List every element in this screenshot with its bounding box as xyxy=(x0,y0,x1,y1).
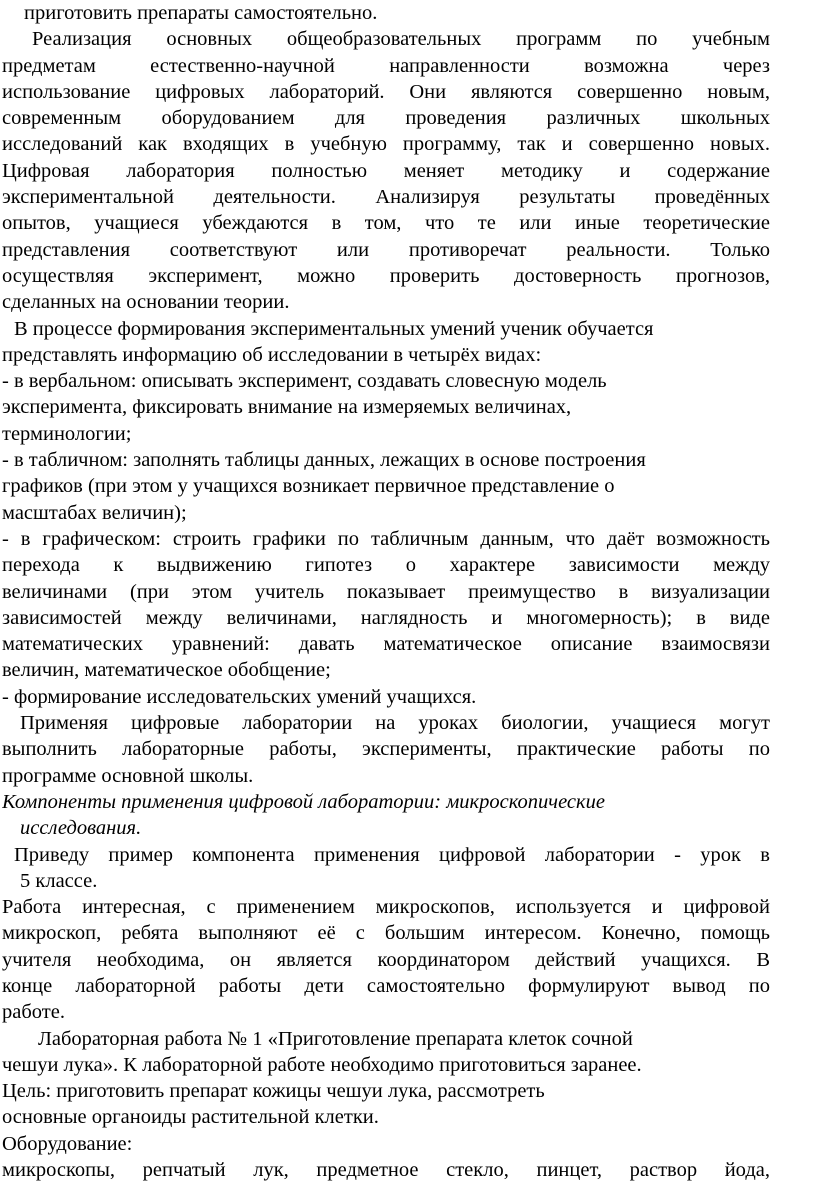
text-line: зависимостей между величинами, наглядность и многомерность); в виде xyxy=(2,606,770,629)
text-line: 5 классе. xyxy=(20,869,98,892)
text-line: терминологии; xyxy=(2,422,132,445)
text-line: Цель: приготовить препарат кожицы чешуи лука, рассмотреть xyxy=(2,1080,545,1103)
text-line: Оборудование: xyxy=(2,1132,133,1155)
text-line: Цифровая лаборатория полностью меняет методику и содержание xyxy=(2,159,770,182)
lab-work-title: Лабораторная работа № 1 «Приготовление препарата клеток сочной xyxy=(38,1027,633,1050)
text-line: масштабах величин); xyxy=(2,501,187,524)
text-line: опытов, учащиеся убеждаются в том, что те или иные теоретические xyxy=(2,212,770,235)
text-line: осуществляя эксперимент, можно проверить достоверность прогнозов, xyxy=(2,264,770,287)
text-line: основные органоиды растительной клетки. xyxy=(2,1106,379,1129)
text-line: учителя необходима, он является координатором действий учащихся. В xyxy=(2,948,770,971)
text-line: сделанных на основании теории. xyxy=(2,291,290,314)
text-line: Применяя цифровые лаборатории на уроках биологии, учащиеся могут xyxy=(20,712,770,735)
text-line: - в вербальном: описывать эксперимент, создавать словесную модель xyxy=(2,370,607,393)
text-line: - в графическом: строить графики по табличным данным, что даёт возможность xyxy=(2,527,770,550)
text-line: математических уравнений: давать математическое описание взаимосвязи xyxy=(2,633,770,656)
text-line: В процессе формирования экспериментальных умений ученик обучается xyxy=(14,317,654,340)
text-line: Реализация основных общеобразовательных программ по учебным xyxy=(32,28,770,51)
text-line: представления соответствуют или противоречат реальности. Только xyxy=(2,238,770,261)
section-heading: исследования. xyxy=(20,817,142,840)
text-line: - формирование исследовательских умений учащихся. xyxy=(2,685,477,708)
text-line: перехода к выдвижению гипотез о характере зависимости между xyxy=(2,554,770,577)
text-line: исследований как входящих в учебную программу, так и совершенно новых. xyxy=(2,133,770,156)
text-line: графиков (при этом у учащихся возникает первичное представление о xyxy=(2,475,615,498)
text-line: выполнить лабораторные работы, эксперименты, практические работы по xyxy=(2,738,770,761)
text-line: величинами (при этом учитель показывает преимущество в визуализации xyxy=(2,580,770,603)
text-line: приготовить препараты самостоятельно. xyxy=(24,2,378,24)
section-heading: Компоненты применения цифровой лаборатории: микроскопические xyxy=(2,790,605,813)
text-line: экспериментальной деятельности. Анализируя результаты проведённых xyxy=(2,186,770,209)
text-line: предметам естественно-научной направленности возможна через xyxy=(2,54,770,77)
text-line: работе. xyxy=(2,1001,65,1024)
text-line: Работа интересная, с применением микроскопов, используется и цифровой xyxy=(2,896,770,919)
text-line: современным оборудованием для проведения различных школьных xyxy=(2,107,770,130)
text-line: эксперимента, фиксировать внимание на измеряемых величинах, xyxy=(2,396,572,419)
text-line: программе основной школы. xyxy=(2,764,254,787)
text-line: микроскопы, репчатый лук, предметное стекло, пинцет, раствор йода, xyxy=(2,1159,770,1182)
text-line: - в табличном: заполнять таблицы данных, лежащих в основе построения xyxy=(2,449,646,472)
text-line: микроскоп, ребята выполняют её с большим интересом. Конечно, помощь xyxy=(2,922,770,945)
text-line: Приведу пример компонента применения цифровой лаборатории - урок в xyxy=(14,843,770,866)
text-line: конце лабораторной работы дети самостоятельно формулируют вывод по xyxy=(2,974,770,997)
text-line: использование цифровых лабораторий. Они являются совершенно новым, xyxy=(2,80,770,103)
text-line: чешуи лука». К лабораторной работе необходимо приготовиться заранее. xyxy=(2,1053,642,1076)
text-line: представлять информацию об исследовании в четырёх видах: xyxy=(2,343,542,366)
text-line: величин, математическое обобщение; xyxy=(2,659,331,682)
